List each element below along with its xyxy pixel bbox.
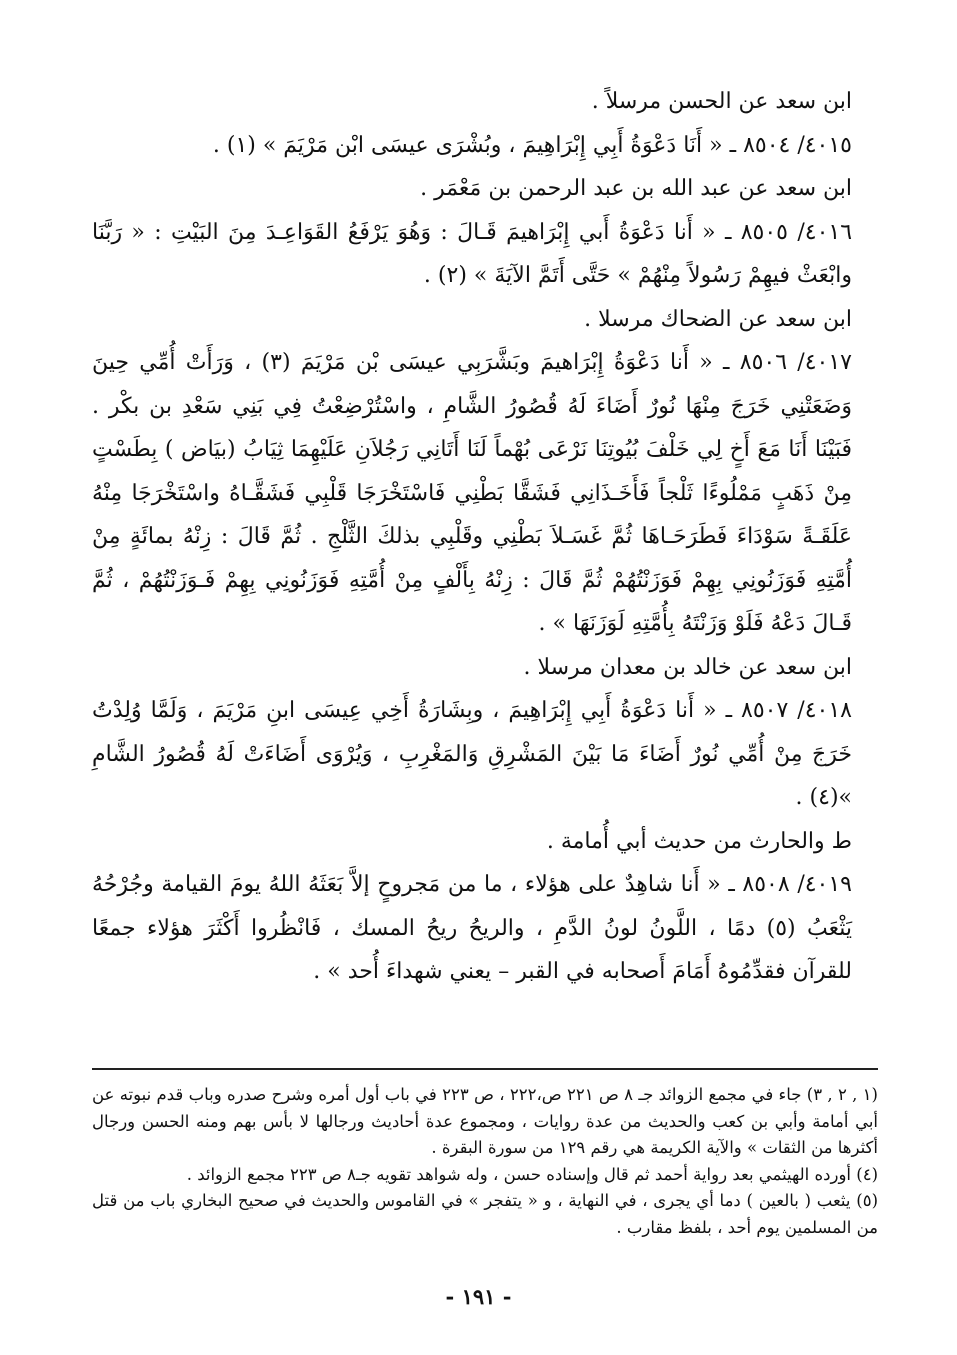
hadith-entry-4016: ٤٠١٦/ ٨٥٠٥ ـ « أَنا دَعْوَةُ أَبي إِبْرَاهيمَ قَـالَ : وَهُوَ يَرْفَعُ القَوَاعِـدَ مِنَ البَيْتِ : « رَبَّنَا وابْعَثْ فيهِمْ رَسُولاً مِنْهُمْ » حَتَّى أَتَمَّ الآيَةَ » (٢) . (92, 219, 853, 288)
hadith-source: ط والحارث من حديث أبي أُمامة . (546, 828, 852, 854)
hadith-entry-4015: ٤٠١٥/ ٨٥٠٤ ـ « أَنَا دَعْوَةُ أَبِي إِبْرَاهِيمَ ، وبُشْرَى عيسَى ابْن مَرْيَمَ » (١) . (212, 132, 852, 158)
footnote-5: (٥) يثعب ( بالعين ) دما أي يجرى ، في النهاية ، و « يتفجر » في القاموس والحديث في صحيح البخاري باب من قتل من المسلمين يوم أحد ، بلفظ مقارب . (92, 1191, 878, 1237)
footnotes-block (92, 1082, 878, 1241)
hadith-entry-4018: ٤٠١٨/ ٨٥٠٧ ـ « أَنا دَعْوَةُ أَبِي إِبْرَاهِيمَ ، وبِشَارَةُ أَخِي عِيسَى ابنِ مَرْيَمَ ، وَلَمَّا وُلِدْتُ خَرَجَ مِنْ أُمِّي نُورٌ أَضَاءَ مَا بَيْنَ المَشْرِقِ وَالمَغْرِبِ ، وَيُرْوَى أَضَاءَتْ لَهُ قُصُورُ الشَّامِ »(٤) . (92, 698, 852, 810)
page-number: - ١٩١ - (445, 1284, 512, 1309)
hadith-source: ابن سعد عن الحسن مرسلاً . (591, 89, 852, 114)
hadith-source: ابن سعد عن عبد الله بن عبد الرحمن بن مَعْمَر . (420, 176, 852, 201)
hadith-text-block (92, 80, 852, 994)
hadith-entry-4017: ٤٠١٧/ ٨٥٠٦ ـ « أَنا دَعْوَةُ إِبْرَاهيمَ وبَشَّرَبِي عيسَى بْن مَرْيَمَ (٣) ، وَرَأَتْ أُمِّي حِينَ وَضَعَتْنِي خَرَجَ مِنْهَا نُورٌ أَضَاءَ لَهُ قُصُورُ الشَّامِ ، واسْتُرْضِعْتُ فِي بَنِي سَعْدِ بن بكْر . فَبَيْنَا أَنَا مَعَ أَخٍ لِي خَلْفَ بُيُوتِنَا نَرْعَى بُهْماً لَنَا أَتَانِي رَجُلاَنِ عَلَيْهِمَا ثِيَابُ (بيَاض ) بِطَسْتٍ مِنْ ذَهَبٍ مَمْلُوءًا ثَلْجاً فَأَخَـذَانِي فَشَقَّا بَطْنِي فَاسْتَخْرَجَا قَلْبِي فَشَقَّـاهُ واسْتَخْرَجَا مِنْهُ عَلَقَـةً سَوْدَاءَ فَطَرَحَـاهَا ثُمَّ غَسَـلاَ بَطْنِي وقَلْبِي بذلكَ الثَّلْجِ . ثُمَّ قَالَ : زِنْهُ بمائَةٍ مِنْ أُمَّتِهِ فَوَزَنُونِي بِهِمْ فَوَزَنْتُهُمْ ثُمَّ قَالَ : زِنْهُ بِأَلْفٍ مِنْ أُمَّتِهِ فَوَزَنُونِي بِهِمْ فَـوَزَنْتُهُمْ ، ثُمَّ قَـالَ دَعْهُ فَلَوْ وَزَنْتَهُ بِأُمَّتِهِ لَوَزَنَهَا » . (92, 350, 852, 636)
footnote-divider (92, 1068, 878, 1070)
footnote-4: (٤) أورده الهيثمي بعد رواية أحمد ثم قال وإسناده حسن ، وله شواهد تقويه جـ٨ ص ٢٢٣ مجمع الزوائد . (186, 1164, 878, 1184)
hadith-entry-4019: ٤٠١٩/ ٨٥٠٨ ـ « أَنا شاهِدٌ على هؤلاء ، ما من مَجروحٍ إلاَّ بَعَثَهُ اللهُ يومَ القيامة وجُرْحُهُ يَثْعَبُ (٥) دمًا ، اللَّونُ لونُ الدَّمِ ، والريحُ ريحُ المسك ، فَانْظُروا أَكْثَرَ هؤلاء جمعًا للقرآن فقدِّمُوهُ أَمَامَ أَصحابه في القبر – يعني شهداءَ أُحد » . (92, 872, 853, 984)
hadith-source: ابن سعد عن خالد بن معدان مرسلا . (523, 654, 852, 680)
footnote-1-3: (١ , ٢ , ٣) جاء في مجمع الزوائد جـ ٨ ص ٢٢١ ص،٢٢٢ ، ص ٢٢٣ في باب أول أمره وشرح صدره وباب قدم نبوته عن أبي أمامة وأبي بن كعب والحديث من عدة روايات ، ومجموع عدة أحاديث ورجالها لا بأس بهم ومنه الحسن ورجال أكثرها من الثقات » والآية الكريمة هي رقم ١٢٩ من سورة البقرة . (92, 1085, 878, 1157)
hadith-source: ابن سعد عن الضحاك مرسلا . (584, 306, 852, 332)
